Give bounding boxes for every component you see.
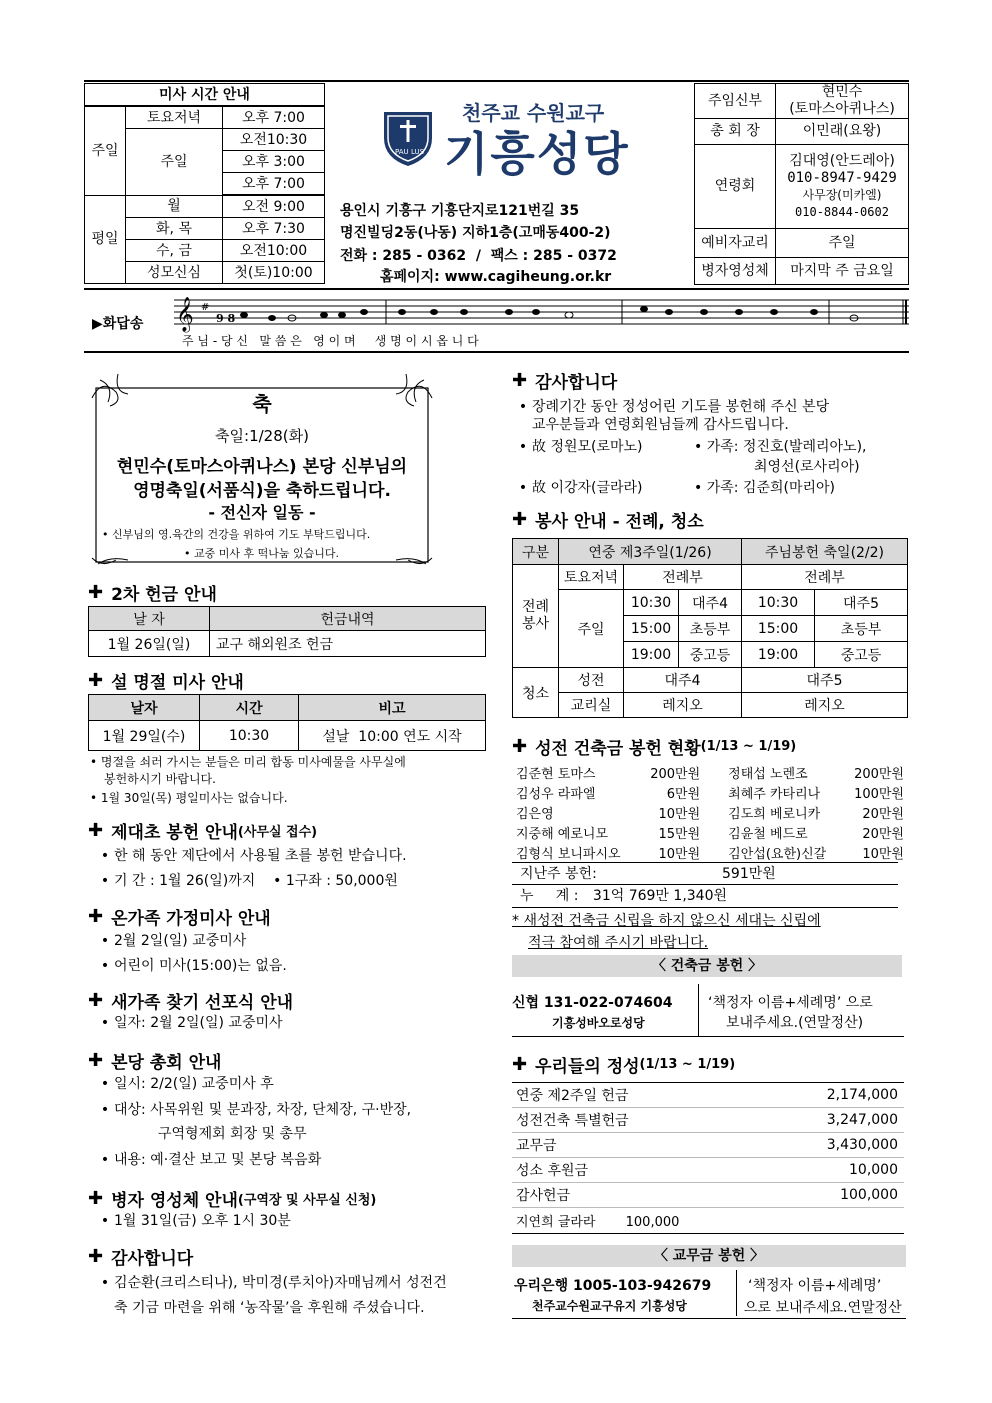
pastor-baptism: (토마스아퀴나스) bbox=[789, 101, 895, 117]
thanks2-title: ✚ 감사합니다 bbox=[88, 1246, 194, 1269]
donor-row bbox=[516, 782, 904, 802]
diocese-name: 천주교 수원교구 bbox=[462, 101, 605, 125]
tithe-bank-note1: ‘책정자 이름+세례명’ bbox=[748, 1278, 882, 1294]
new-year-bullet1: • 명절을 쇠러 가시는 분들은 미리 합동 미사예물을 사무실에 bbox=[90, 755, 406, 769]
offering-row bbox=[512, 1183, 904, 1208]
weekday-label: 평일 bbox=[85, 195, 126, 284]
sat-week2: 전례부 bbox=[742, 565, 908, 590]
sun-time: 15:00 bbox=[742, 616, 815, 642]
mass-time: 오전10:00 bbox=[223, 240, 325, 262]
offering-value: 2,174,000 bbox=[748, 1083, 904, 1108]
offering-extra-label: 지연희 글라라 bbox=[516, 1215, 596, 1230]
sun-group: 중고등 bbox=[815, 642, 908, 668]
candle-title-small: (사무실 접수) bbox=[237, 825, 318, 840]
offering-extra bbox=[516, 1211, 679, 1230]
council-name: 이민래(요왕) bbox=[776, 119, 909, 145]
thanks1-family1: • 가족: 정진호(발레리아노), bbox=[694, 439, 867, 455]
total-value: 31억 769만 1,340원 bbox=[592, 888, 728, 904]
offerings-title: ✚ 우리들의 정성 (1/13 ~ 1/19) bbox=[512, 1054, 736, 1077]
building-bank-note2: 보내주세요.(연말정산) bbox=[726, 1015, 864, 1031]
donor-amount: 10만원 bbox=[658, 806, 701, 822]
new-year-title: ✚ 설 명절 미사 안내 bbox=[88, 670, 244, 693]
offering-extra-value: 100,000 bbox=[625, 1215, 680, 1230]
mass-time: 오전 9:00 bbox=[223, 195, 325, 218]
donor-name: 최혜주 카타리나 bbox=[728, 786, 821, 802]
col-note: 비고 bbox=[299, 695, 486, 721]
church-phone: 전화 : 285 - 0362 / 팩스 : 285 - 0372 bbox=[340, 248, 617, 264]
assembly-bullet2b: 구역형제회 회장 및 총무 bbox=[158, 1126, 307, 1142]
new-family-title: ✚ 새가족 찾기 선포식 안내 bbox=[88, 990, 294, 1013]
mass-day: 토요저녁 bbox=[126, 106, 223, 129]
cross-icon: ✚ bbox=[88, 1188, 104, 1209]
celebration-line2: 영명축일(서품식)을 축하드립니다. bbox=[133, 481, 391, 501]
mass-time: 오전10:30 bbox=[223, 129, 325, 151]
catechism-value: 주일 bbox=[776, 229, 909, 258]
offerings-title-small: (1/13 ~ 1/19) bbox=[639, 1057, 736, 1072]
family-mass-bullet1: • 2월 2일(일) 교중미사 bbox=[100, 933, 247, 949]
sick-communion-label: 병자영성체 bbox=[695, 258, 776, 285]
thanks1-family1b: 최영선(로사리아) bbox=[754, 459, 860, 475]
building-bank-title: 〈 건축금 봉헌 〉 bbox=[512, 955, 902, 977]
donor-name: 김도희 베로니카 bbox=[728, 806, 821, 822]
sanctuary-week2: 대주5 bbox=[742, 668, 908, 693]
offerings-rule bbox=[512, 1233, 904, 1234]
mass-schedule-table bbox=[84, 83, 325, 284]
church-homepage[interactable]: 홈페이지: www.cagiheung.or.kr bbox=[380, 269, 612, 285]
collection-date: 1월 26일(일) bbox=[89, 631, 210, 657]
sun-group: 초등부 bbox=[815, 616, 908, 642]
time-signature: 9 8 bbox=[216, 312, 236, 325]
hymn-lyrics: 주 님 - 당 신 말 씀 은 영 이 며 생 명 이 시 옵 니 다 bbox=[182, 334, 479, 348]
mass-time: 오후 3:00 bbox=[223, 151, 325, 173]
offering-row bbox=[512, 1108, 904, 1133]
sanctuary-label: 성전 bbox=[559, 668, 624, 693]
donor-row bbox=[516, 822, 904, 842]
collection-detail: 교구 해외원조 헌금 bbox=[210, 631, 486, 657]
mass-day: 수, 금 bbox=[126, 240, 223, 262]
cross-icon: ✚ bbox=[512, 370, 528, 391]
cross-icon: ✚ bbox=[512, 736, 528, 757]
mass-time: 오후 7:30 bbox=[223, 218, 325, 240]
assembly-bullet1: • 일시: 2/2(일) 교중미사 후 bbox=[100, 1076, 274, 1092]
sun-time: 19:00 bbox=[624, 642, 679, 668]
donor-name: 김윤철 베드로 bbox=[728, 826, 808, 842]
new-year-date: 1월 29일(수) bbox=[89, 721, 200, 751]
last-week-label: 지난주 봉헌: bbox=[520, 866, 597, 882]
sat-label: 토요저녁 bbox=[559, 565, 624, 590]
mass-time: 오후 7:00 bbox=[223, 173, 325, 196]
sun-label: 주일 bbox=[559, 590, 624, 668]
thanks1-family2: • 가족: 김준희(마리아) bbox=[694, 480, 835, 496]
mass-day: 성모신심 bbox=[126, 262, 223, 284]
building-bank-account[interactable]: 신협 131-022-074604 bbox=[512, 995, 673, 1011]
last-week-value: 591만원 bbox=[722, 866, 776, 882]
header-top-rule bbox=[84, 80, 909, 82]
sanctuary-week1: 대주4 bbox=[624, 668, 742, 693]
offering-value: 100,000 bbox=[748, 1183, 904, 1208]
thanks2-bullet1b: 축 기금 마련을 위해 ‘농작물’을 후원해 주셨습니다. bbox=[114, 1300, 425, 1316]
col-week1: 연중 제3주일(1/26) bbox=[559, 539, 742, 565]
mass-day: 화, 목 bbox=[126, 218, 223, 240]
new-year-time: 10:30 bbox=[200, 721, 299, 751]
col-date: 날자 bbox=[89, 695, 200, 721]
offering-value: 3,247,000 bbox=[748, 1108, 904, 1133]
celebration-box bbox=[88, 370, 436, 568]
assembly-bullet2: • 대상: 사목위원 및 분과장, 차장, 단체장, 구·반장, bbox=[100, 1102, 412, 1118]
col-time: 시간 bbox=[200, 695, 299, 721]
col-detail: 헌금내역 bbox=[210, 607, 486, 631]
offering-label: 성전건축 특별헌금 bbox=[512, 1108, 748, 1133]
building-title: ✚ 성전 건축금 봉헌 현황 (1/13 ~ 1/19) bbox=[512, 736, 797, 759]
donor-row bbox=[516, 762, 904, 782]
service-title: ✚ 봉사 안내 - 전례, 청소 bbox=[512, 509, 704, 532]
offering-value: 3,430,000 bbox=[748, 1133, 904, 1158]
hymn-bottom-rule bbox=[84, 351, 909, 353]
donor-amount: 20만원 bbox=[862, 806, 904, 822]
sick-bullet1: • 1월 31일(금) 오후 1시 30분 bbox=[100, 1213, 291, 1229]
donor-amount: 200만원 bbox=[854, 766, 904, 782]
building-bank-holder: 기흥성바오로성당 bbox=[552, 1016, 645, 1030]
feast-date: 축일:1/28(화) bbox=[215, 427, 309, 445]
celebration-note2: • 교중 미사 후 떡나눔 있습니다. bbox=[184, 547, 339, 560]
thanks1-deceased1: • 故 정원모(로마노) bbox=[518, 439, 643, 455]
family-mass-title: ✚ 온가족 가정미사 안내 bbox=[88, 906, 271, 929]
sun-group: 대주4 bbox=[679, 590, 742, 616]
thanks1-title: ✚ 감사합니다 bbox=[512, 370, 618, 393]
thanks1-bullet1: • 장례기간 동안 정성어린 기도를 봉헌해 주신 본당 bbox=[518, 399, 830, 415]
candle-bullet2: • 기 간 : 1월 26(일)까지 • 1구좌 : 50,000원 bbox=[100, 873, 398, 889]
donor-name: 정태섭 노렌조 bbox=[728, 766, 808, 782]
sun-group: 대주5 bbox=[815, 590, 908, 616]
donor-amount: 15만원 bbox=[658, 826, 701, 842]
new-family-bullet1: • 일자: 2월 2일(일) 교중미사 bbox=[100, 1015, 283, 1031]
building-bank-rule bbox=[512, 1036, 904, 1037]
thanks1-deceased2: • 故 이강자(글라라) bbox=[518, 480, 643, 496]
emblem-text-right: LUS bbox=[411, 148, 425, 156]
cross-icon: ✚ bbox=[88, 582, 104, 603]
building-last-week bbox=[512, 862, 898, 885]
staff-table bbox=[694, 83, 909, 285]
building-total bbox=[512, 884, 898, 908]
sick-communion-value: 마지막 주 금요일 bbox=[776, 258, 909, 285]
col-div: 구분 bbox=[513, 539, 559, 565]
thanks2-bullet1: • 김순환(크리스티나), 박미경(루치아)자매님께서 성전건 bbox=[100, 1275, 447, 1291]
sun-group: 중고등 bbox=[679, 642, 742, 668]
donor-name: 지중해 예로니모 bbox=[516, 826, 609, 842]
building-donor-table bbox=[516, 762, 904, 862]
pastor-label: 주임신부 bbox=[695, 84, 776, 119]
sick-title-small: (구역장 및 사무실 신청) bbox=[237, 1193, 377, 1208]
cross-icon: ✚ bbox=[88, 1246, 104, 1267]
assoc-cell bbox=[776, 145, 909, 229]
mass-time: 첫(토)10:00 bbox=[223, 262, 325, 284]
cross-icon: ✚ bbox=[88, 906, 104, 927]
donor-row bbox=[516, 842, 904, 862]
church-address-2: 명진빌딩2동(나동) 지하1층(고매동400-2) bbox=[340, 225, 611, 241]
clean-label: 청소 bbox=[513, 668, 559, 718]
donor-name: 김준현 토마스 bbox=[516, 766, 596, 782]
cross-icon: ✚ bbox=[88, 670, 104, 691]
donor-amount: 10만원 bbox=[658, 846, 701, 862]
celebration-emblem bbox=[240, 388, 284, 422]
new-year-bullet2: • 1월 30일(목) 평일미사는 없습니다. bbox=[90, 791, 288, 805]
cross-icon: ✚ bbox=[88, 990, 104, 1011]
mass-title: 미사 시간 안내 bbox=[85, 84, 325, 107]
celebration-line1: 현민수(토마스아퀴나스) 본당 신부님의 bbox=[116, 457, 408, 477]
donor-row bbox=[516, 802, 904, 822]
church-name: 기흥성당 bbox=[444, 127, 630, 181]
assoc-office: 사무장(미카엘) bbox=[802, 187, 882, 202]
catechism-label: 예비자교리 bbox=[695, 229, 776, 258]
sun-time: 10:30 bbox=[742, 590, 815, 616]
sick-title: ✚ 병자 영성체 안내 (구역장 및 사무실 신청) bbox=[88, 1188, 377, 1211]
pastor-cell bbox=[776, 84, 909, 119]
church-address: 용인시 기흥구 기흥단지로121번길 35 bbox=[340, 203, 580, 219]
hymn-staff bbox=[174, 296, 909, 356]
total-label: 누 계 : bbox=[520, 888, 579, 904]
building-bank-note1: ‘책정자 이름+세례명’ 으로 bbox=[708, 995, 873, 1011]
tithe-bank-account[interactable]: 우리은행 1005-103-942679 bbox=[514, 1278, 712, 1294]
assoc-phone: 010-8947-9429 bbox=[787, 169, 897, 186]
mass-time: 오후 7:00 bbox=[223, 106, 325, 129]
classroom-week2: 레지오 bbox=[742, 693, 908, 718]
emblem-text-left: PAU bbox=[395, 148, 409, 156]
offering-label: 성소 후원금 bbox=[512, 1158, 748, 1183]
donor-name: 김형식 보니파시오 bbox=[516, 846, 621, 862]
sun-time: 15:00 bbox=[624, 616, 679, 642]
assoc-name: 김대영(안드레아) bbox=[789, 152, 895, 169]
pastor-name: 현민수 bbox=[821, 84, 863, 100]
offerings-table bbox=[512, 1082, 904, 1208]
celebration-line3: - 전신자 일동 - bbox=[208, 503, 316, 522]
offering-label: 감사헌금 bbox=[512, 1183, 748, 1208]
cross-icon: ✚ bbox=[512, 1054, 528, 1075]
assembly-title: ✚ 본당 총회 안내 bbox=[88, 1050, 222, 1073]
assoc-office-phone: 010-8844-0602 bbox=[795, 204, 889, 219]
donor-amount: 200만원 bbox=[650, 766, 701, 782]
donor-amount: 6만원 bbox=[666, 786, 701, 802]
offering-row bbox=[512, 1133, 904, 1158]
candle-title: ✚ 제대초 봉헌 안내 (사무실 접수) bbox=[88, 820, 318, 843]
offering-row bbox=[512, 1083, 904, 1108]
offering-row bbox=[512, 1158, 904, 1183]
sun-time: 10:30 bbox=[624, 590, 679, 616]
tithe-bank-rule bbox=[512, 1318, 906, 1319]
family-mass-bullet2: • 어린이 미사(15:00)는 없음. bbox=[100, 958, 287, 974]
building-note1: * 새성전 건축금 신립을 하지 않으신 세대는 신립에 bbox=[512, 913, 821, 929]
new-year-table bbox=[88, 694, 486, 751]
classroom-week1: 레지오 bbox=[624, 693, 742, 718]
service-table bbox=[512, 538, 908, 718]
col-date: 날 자 bbox=[89, 607, 210, 631]
donor-name: 김안섭(요한)신갈 bbox=[728, 846, 827, 862]
donor-name: 김성우 라파엘 bbox=[516, 786, 596, 802]
mass-day: 주일 bbox=[126, 129, 223, 196]
liturgy-label: 전례봉사 bbox=[513, 565, 559, 668]
offering-label: 교무금 bbox=[512, 1133, 748, 1158]
new-year-bullet1b: 봉헌하시기 바랍니다. bbox=[104, 772, 216, 786]
tithe-bank-note2: 으로 보내주세요.연말정산 bbox=[744, 1300, 902, 1316]
offering-label: 연중 제2주일 헌금 bbox=[512, 1083, 748, 1108]
building-note2: 적극 참여해 주시기 바랍니다. bbox=[528, 935, 709, 951]
donor-amount: 10만원 bbox=[862, 846, 904, 862]
assoc-label: 연령회 bbox=[695, 145, 776, 229]
building-bank-divider bbox=[698, 984, 699, 1036]
sat-week1: 전례부 bbox=[624, 565, 742, 590]
candle-bullet1: • 한 해 동안 제단에서 사용될 초를 봉헌 받습니다. bbox=[100, 848, 407, 864]
assembly-bullet3: • 내용: 예·결산 보고 및 본당 복음화 bbox=[100, 1152, 322, 1168]
col-week2: 주님봉헌 축일(2/2) bbox=[742, 539, 908, 565]
council-label: 총 회 장 bbox=[695, 119, 776, 145]
donor-amount: 20만원 bbox=[862, 826, 904, 842]
building-title-small: (1/13 ~ 1/19) bbox=[700, 739, 797, 754]
celebration-emblem-text: 축 bbox=[252, 392, 272, 416]
cross-icon: ✚ bbox=[88, 820, 104, 841]
classroom-label: 교리실 bbox=[559, 693, 624, 718]
church-emblem bbox=[380, 108, 436, 168]
second-collection-title: ✚ 2차 헌금 안내 bbox=[88, 582, 217, 605]
tithe-bank-title: 〈 교무금 봉헌 〉 bbox=[512, 1245, 906, 1267]
thanks1-bullet1b: 교우분들과 연령회원님들께 감사드립니다. bbox=[532, 417, 789, 433]
second-collection-table bbox=[88, 606, 486, 657]
sun-time: 19:00 bbox=[742, 642, 815, 668]
tithe-bank-divider bbox=[736, 1270, 737, 1316]
new-year-note: 설날 10:00 연도 시작 bbox=[299, 721, 486, 751]
sun-group: 초등부 bbox=[679, 616, 742, 642]
donor-name: 김은영 bbox=[516, 806, 554, 822]
sunday-label: 주일 bbox=[85, 106, 126, 195]
mass-day: 월 bbox=[126, 195, 223, 218]
celebration-note1: • 신부님의 영.육간의 건강을 위하여 기도 부탁드립니다. bbox=[102, 528, 371, 541]
cross-icon: ✚ bbox=[512, 509, 528, 530]
tithe-bank-holder: 천주교수원교구유지 기흥성당 bbox=[532, 1299, 687, 1313]
sharp-icon: # bbox=[201, 302, 210, 313]
hymn-label: ▶화답송 bbox=[92, 316, 144, 332]
header-bottom-rule bbox=[84, 288, 909, 290]
donor-amount: 100만원 bbox=[854, 786, 904, 802]
cross-icon: ✚ bbox=[88, 1050, 104, 1071]
offering-value: 10,000 bbox=[748, 1158, 904, 1183]
treble-clef: 𝄞 bbox=[176, 297, 194, 332]
